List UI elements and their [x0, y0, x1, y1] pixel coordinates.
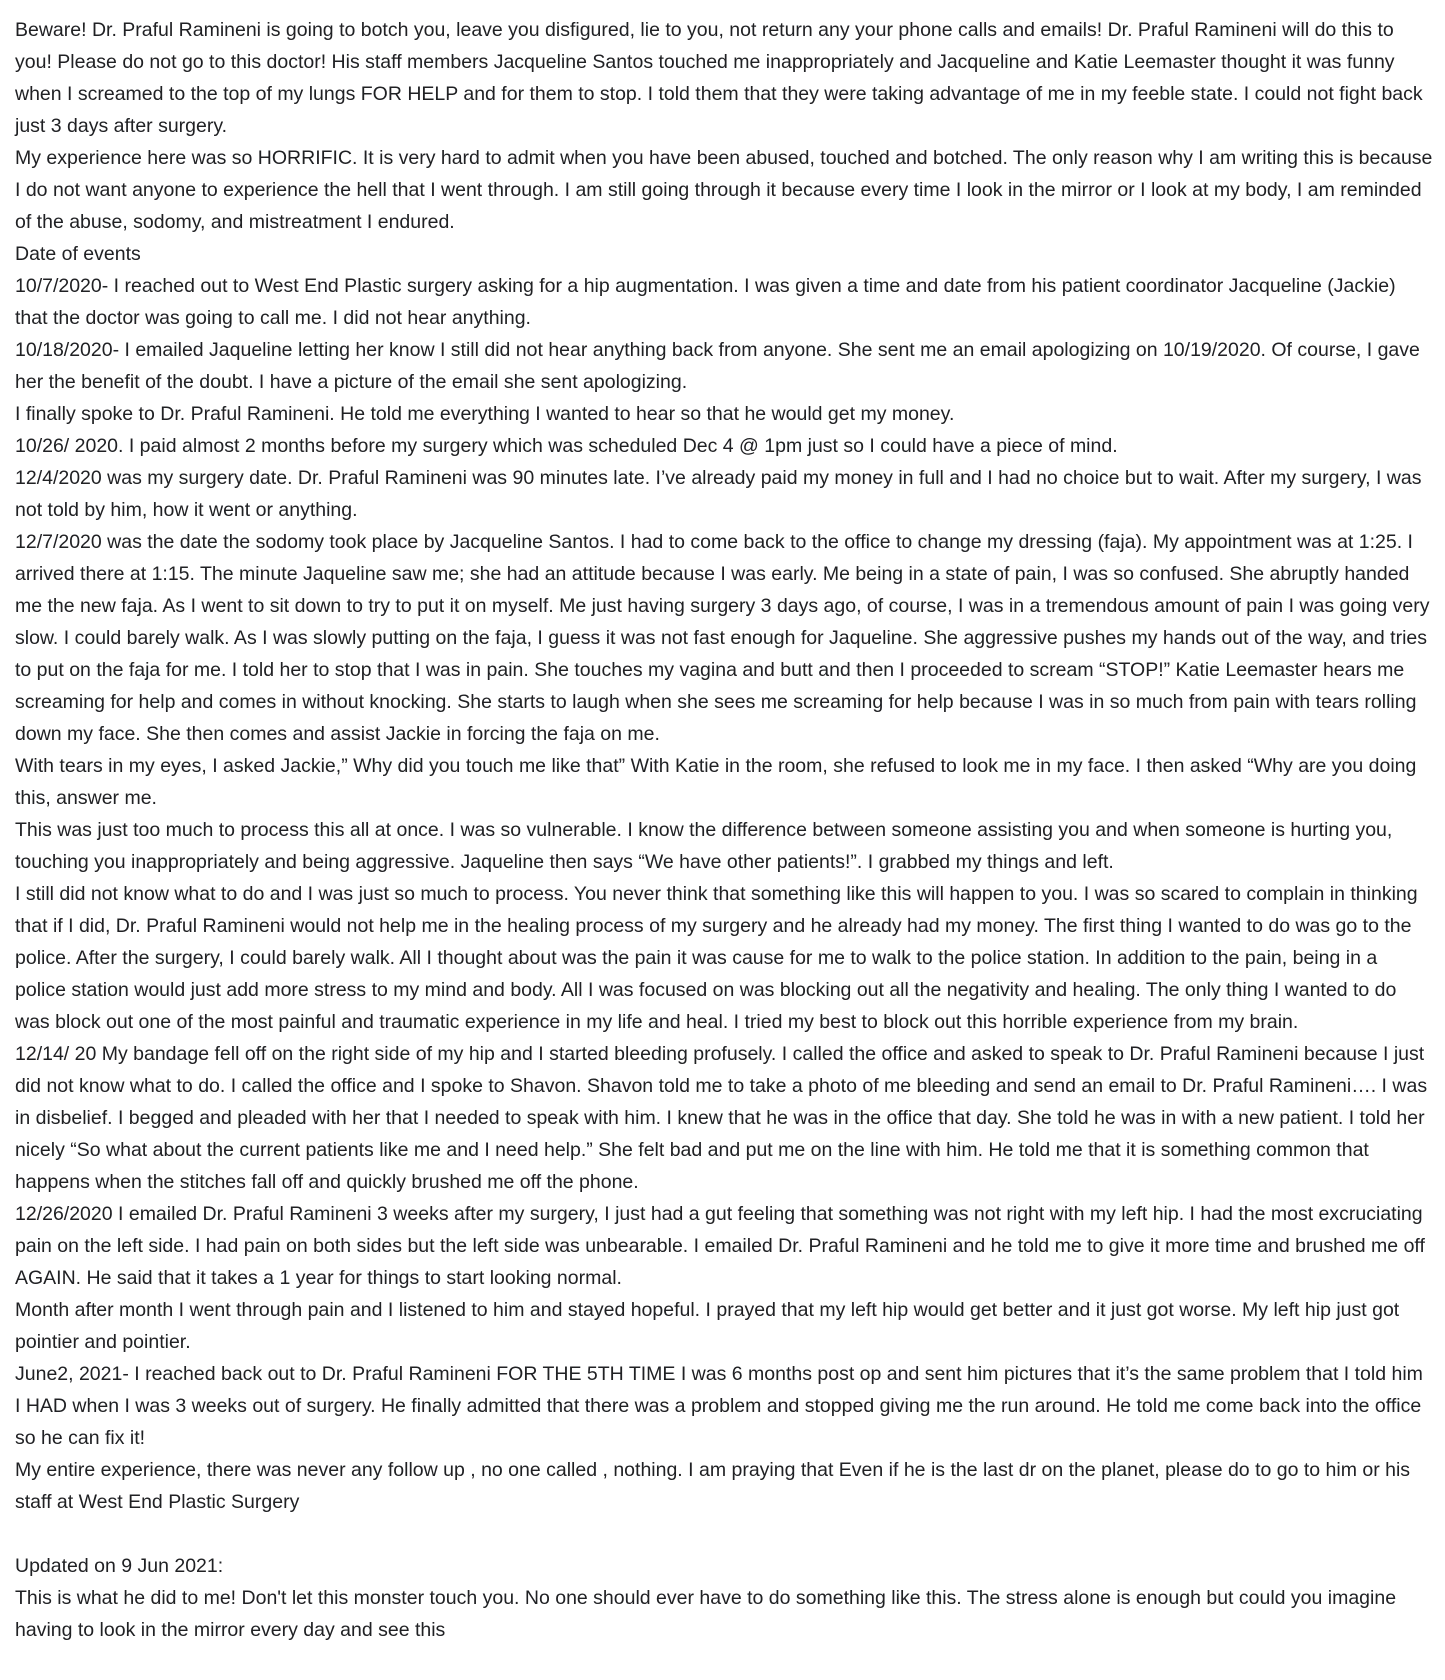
update-heading: Updated on 9 Jun 2021: [15, 1555, 224, 1577]
review-paragraph: 12/7/2020 was the date the sodomy took place by Jacqueline Santos. I had to come back to the office to change my dressing (faja). My appointment was at 1:25. I arrived there at 1:15. The minute Jaqueline saw me; she had an attitude because I was early. Me being in a state of pain, I was so confused. She abruptly handed me the new faja. As I went to sit down to try to put it on myself. Me just having surgery 3 days ago, of course, I was in a tremendous amount of pain I was going very slow. I could barely walk. As I was slowly putting on the faja, I guess it was not fast enough for Jaqueline. She aggressive pushes my hands out of the way, and tries to put on the faja for me. I told her to stop that I was in pain. She touches my vagina and butt and then I proceeded to scream “STOP!” Katie Leemaster hears me screaming for help and comes in without knocking. She starts to laugh when she sees me screaming for help because I was in so much from pain with tears rolling down my face. She then comes and assist Jackie in forcing the faja on me. [15, 531, 1430, 745]
review-paragraph: 10/18/2020- I emailed Jaqueline letting her know I still did not hear anything back from anyone. She sent me an email apologizing on 10/19/2020. Of course, I gave her the benefit of the doubt. I have a picture of the email she sent apologizing. [15, 339, 1420, 393]
review-paragraph: 12/26/2020 I emailed Dr. Praful Ramineni 3 weeks after my surgery, I just had a gut feeling that something was not right with my left hip. I had the most excruciating pain on the left side. I had pain on both sides but the left side was unbearable. I emailed Dr. Praful Ramineni and he told me to give it more time and brushed me off AGAIN. He said that it takes a 1 year for things to start looking normal. [15, 1203, 1425, 1289]
review-paragraph: My experience here was so HORRIFIC. It is very hard to admit when you have been abused, touched and botched. The only reason why I am writing this is because I do not want anyone to experience the hell that I went through. I am still going through it because every time I look in the mirror or I look at my body, I am reminded of the abuse, sodomy, and mistreatment I endured. [15, 147, 1433, 233]
review-paragraph: This was just too much to process this all at once. I was so vulnerable. I know the difference between someone assisting you and when someone is hurting you, touching you inappropriately and being aggressive. Jaqueline then says “We have other patients!”. I grabbed my things and left. [15, 819, 1393, 873]
review-paragraph: 10/26/ 2020. I paid almost 2 months before my surgery which was scheduled Dec 4 @ 1pm just so I could have a piece of mind. [15, 435, 1118, 457]
review-paragraph: Month after month I went through pain and I listened to him and stayed hopeful. I prayed that my left hip would get better and it just got worse. My left hip just got pointier and pointier. [15, 1299, 1400, 1353]
review-paragraph: 10/7/2020- I reached out to West End Plastic surgery asking for a hip augmentation. I was given a time and date from his patient coordinator Jacqueline (Jackie) that the doctor was going to call me. I did not hear anything. [15, 275, 1396, 329]
review-paragraph: 12/4/2020 was my surgery date. Dr. Praful Ramineni was 90 minutes late. I’ve already paid my money in full and I had no choice but to wait. After my surgery, I was not told by him, how it went or anything. [15, 467, 1422, 521]
date-of-events-heading: Date of events [15, 243, 141, 265]
update-paragraph: This is what he did to me! Don't let this monster touch you. No one should ever have to do something like this. The stress alone is enough but could you imagine having to look in the mirror every day and see this [15, 1587, 1397, 1641]
review-paragraph: With tears in my eyes, I asked Jackie,” Why did you touch me like that” With Katie in the room, she refused to look me in my face. I then asked “Why are you doing this, answer me. [15, 755, 1417, 809]
review-paragraph: My entire experience, there was never any follow up , no one called , nothing. I am praying that Even if he is the last dr on the planet, please do to go to him or his staff at West End Plastic Surgery [15, 1459, 1411, 1513]
review-paragraph: I finally spoke to Dr. Praful Ramineni. He told me everything I wanted to hear so that he would get my money. [15, 403, 955, 425]
review-paragraph: Beware! Dr. Praful Ramineni is going to botch you, leave you disfigured, lie to you, not return any your phone calls and emails! Dr. Praful Ramineni will do this to you! Please do not go to this doctor! His staff members Jacqueline Santos touched me inappropriately and Jacqueline and Katie Leemaster thought it was funny when I screamed to the top of my lungs FOR HELP and for them to stop. I told them that they were taking advantage of me in my feeble state. I could not fight back just 3 days after surgery. [15, 19, 1423, 137]
review-paragraph: 12/14/ 20 My bandage fell off on the right side of my hip and I started bleeding profusely. I called the office and asked to speak to Dr. Praful Ramineni because I just did not know what to do. I called the office and I spoke to Shavon. Shavon told me to take a photo of me bleeding and send an email to Dr. Praful Ramineni…. I was in disbelief. I begged and pleaded with her that I needed to speak with him. I knew that he was in the office that day. She told he was in with a new patient. I told her nicely “So what about the current patients like me and I need help.” She felt bad and put me on the line with him. He told me that it is something common that happens when the stitches fall off and quickly brushed me off the phone. [15, 1043, 1428, 1193]
review-paragraph: I still did not know what to do and I was just so much to process. You never think that something like this will happen to you. I was so scared to complain in thinking that if I did, Dr. Praful Ramineni would not help me in the healing process of my surgery and he already had my money. The first thing I wanted to do was go to the police. After the surgery, I could barely walk. All I thought about was the pain it was cause for me to walk to the police station. In addition to the pain, being in a police station would just add more stress to my mind and body. All I was focused on was blocking out all the negativity and healing. The only thing I wanted to do was block out one of the most painful and traumatic experience in my life and heal. I tried my best to block out this horrible experience from my brain. [15, 883, 1418, 1033]
review-paragraph: June2, 2021- I reached back out to Dr. Praful Ramineni FOR THE 5TH TIME I was 6 months post op and sent him pictures that it’s the same problem that I told him I HAD when I was 3 weeks out of surgery. He finally admitted that there was a problem and stopped giving me the run around. He told me come back into the office so he can fix it! [15, 1363, 1423, 1449]
paragraph-spacer [15, 1518, 1433, 1550]
